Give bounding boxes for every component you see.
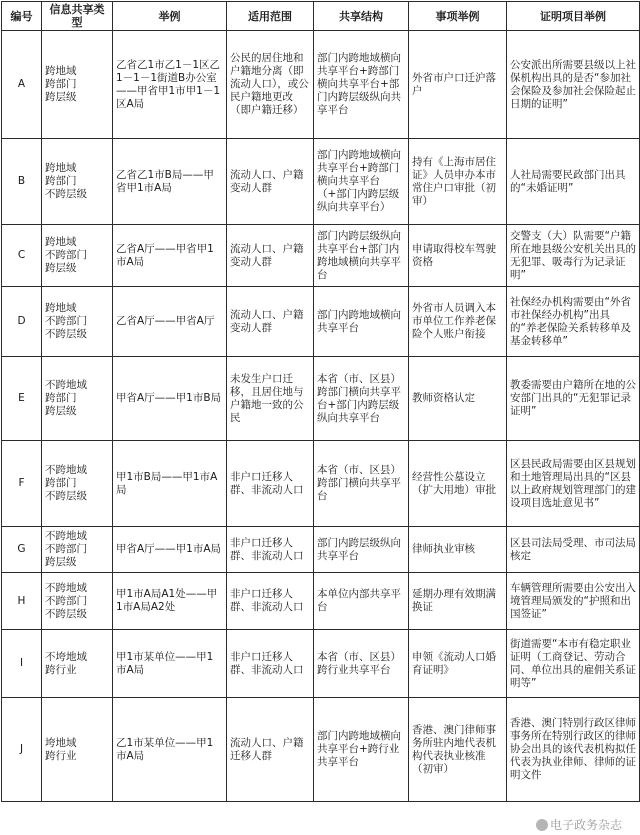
table-row [2, 225, 640, 287]
row-example [113, 357, 227, 441]
row-scope-text: 流动人口、户籍迁移人群 [230, 736, 304, 762]
table-row [2, 287, 640, 357]
table-row [2, 31, 640, 139]
row-example-text: 甲1市B局——甲1市A局 [116, 470, 218, 496]
row-scope [227, 357, 314, 441]
row-proof [507, 31, 640, 139]
row-type-text: 不跨地域 跨部门 不跨层级 [45, 464, 87, 502]
row-id-text: G [17, 543, 26, 555]
row-matter-text: 外省市户口迁沪落户 [412, 71, 496, 97]
header-id: 编号 [2, 2, 42, 31]
row-type [42, 31, 113, 139]
row-example-text: 甲1市某单位——甲1市A局 [116, 650, 214, 676]
row-matter [409, 698, 507, 802]
row-id-text: J [19, 743, 24, 755]
row-type-text: 不跨地域 不跨部门 不跨层级 [45, 581, 87, 620]
table-header-row [2, 2, 640, 31]
row-proof [507, 698, 640, 802]
row-structure [314, 441, 409, 527]
row-type [42, 527, 113, 573]
row-structure-text: 部门内跨地域横向共享平台+跨部门横向共享平台（+部门内跨层级纵向共享平台） [317, 149, 401, 213]
row-id [2, 441, 42, 527]
row-proof [507, 357, 640, 441]
row-type-text: 不跨地域 跨部门 跨层级 [45, 379, 87, 417]
row-example-text: 甲省A厅——甲1市B局 [116, 392, 222, 404]
row-scope-text: 非户口迁移人群、非流动人口 [230, 470, 304, 496]
row-example-text: 乙省A厅——甲省甲1市A局 [116, 242, 214, 268]
row-id [2, 225, 42, 287]
row-type-text: 跨地域 不跨部门 跨层级 [45, 236, 87, 274]
row-type [42, 441, 113, 527]
wechat-icon [536, 819, 548, 831]
row-example [113, 630, 227, 698]
row-proof-text: 教委需要由户籍所在地的公安部门出具的“无犯罪记录证明” [510, 379, 636, 417]
row-id-text: A [17, 78, 26, 90]
table-row [2, 573, 640, 630]
row-matter-text: 申领《流动人口婚育证明》 [412, 650, 496, 676]
row-scope [227, 630, 314, 698]
row-scope [227, 441, 314, 527]
row-structure-text: 本单位内部共享平台 [317, 588, 401, 613]
watermark: 电子政务杂志 [536, 816, 622, 833]
row-example-text: 甲省A厅——甲1市A局 [116, 543, 222, 555]
row-structure [314, 573, 409, 630]
table-row [2, 527, 640, 573]
row-id [2, 630, 42, 698]
row-structure [314, 630, 409, 698]
row-example [113, 31, 227, 139]
row-matter-text: 经营性公墓设立（扩大用地）审批 [412, 470, 496, 496]
row-scope [227, 225, 314, 287]
row-example [113, 441, 227, 527]
row-scope-text: 公民的居住地和户籍地分离（即流动人口），或公民户籍地更改（即户籍迁移） [230, 52, 309, 116]
row-matter-text: 申请取得校车驾驶资格 [412, 242, 496, 268]
row-matter [409, 527, 507, 573]
row-id-text: I [19, 657, 24, 669]
row-proof-text: 街道需要“本市有稳定职业证明（工商登记、劳动合同、单位出具的雇佣关系证明等” [510, 637, 636, 689]
row-structure-text: 本省（市、区县）跨部门横向共享平台+部门内跨层级纵向共享平台 [317, 372, 401, 424]
row-scope-text: 非户口迁移人群、非流动人口 [230, 536, 304, 562]
row-scope [227, 139, 314, 225]
row-proof [507, 630, 640, 698]
header-structure: 共享结构 [314, 2, 409, 31]
row-scope [227, 31, 314, 139]
row-proof [507, 139, 640, 225]
row-matter-text: 持有《上海市居住证》人员申办本市常住户口审批（初审） [412, 155, 496, 207]
header-scope: 适用范围 [227, 2, 314, 31]
row-matter-text: 律师执业审核 [412, 543, 475, 555]
row-proof [507, 225, 640, 287]
row-id [2, 31, 42, 139]
row-scope-text: 流动人口、户籍变动人群 [230, 168, 304, 194]
row-proof-text: 公安派出所需要县级以上社保机构出具的是否“参加社会保险及参加社会保险起止日期的证明” [510, 58, 636, 110]
row-scope [227, 287, 314, 357]
row-example-text: 乙省A厅——甲省A厅 [116, 315, 215, 327]
row-structure-text: 本省（市、区县）跨部门横向共享平台 [317, 464, 401, 502]
row-scope [227, 573, 314, 630]
row-proof [507, 441, 640, 527]
row-scope-text: 非户口迁移人群、非流动人口 [230, 650, 304, 676]
row-structure [314, 287, 409, 357]
row-structure-text: 本省（市、区县）跨行业共享平台 [317, 650, 401, 676]
table-row [2, 139, 640, 225]
row-matter [409, 357, 507, 441]
row-id [2, 573, 42, 630]
row-id-text: H [17, 594, 26, 607]
row-type-text: 跨地域 跨部门 跨层级 [45, 65, 77, 103]
row-type-text: 跨地域 跨部门 不跨层级 [45, 162, 87, 200]
row-structure [314, 698, 409, 802]
row-structure-text: 部门内跨地域横向共享平台+跨部门横向共享平台+部门内跨层级纵向共享平台 [317, 52, 401, 116]
row-id-text: B [17, 175, 26, 187]
header-proof: 证明项目举例 [507, 2, 640, 31]
row-structure [314, 357, 409, 441]
row-type-text: 跨地域 不跨部门 不跨层级 [45, 302, 87, 340]
row-structure [314, 31, 409, 139]
row-structure-text: 部门内跨地域横向共享平台 [317, 308, 401, 334]
row-example-text: 甲1市A局A1处——甲1市A局A2处 [116, 588, 218, 613]
row-scope-text: 未发生户口迁移，且居住地与户籍地一致的公民 [230, 372, 304, 424]
row-id-text: E [18, 392, 25, 404]
row-proof-text: 人社局需要民政部门出具的“未婚证明” [510, 168, 626, 194]
row-proof-text: 区县司法局受理、市司法局核定 [510, 536, 636, 562]
row-id [2, 287, 42, 357]
row-matter-text: 延期办理有效期满换证 [412, 588, 496, 613]
row-type [42, 139, 113, 225]
row-matter [409, 139, 507, 225]
row-proof-text: 社保经办机构需要由“外省市社保经办机构”出具的“养老保险关系转移单及基金转移单” [510, 295, 631, 347]
row-proof [507, 287, 640, 357]
row-proof-text: 交警支（大）队需要“户籍所在地县级公安机关出具的无犯罪、吸毒行为记录证明” [510, 229, 636, 281]
row-id [2, 527, 42, 573]
row-example [113, 225, 227, 287]
row-example-text: 乙1市某单位——甲1市A局 [116, 736, 214, 762]
table-row [2, 357, 640, 441]
row-matter-text: 外省市人员调入本市单位工作养老保险个人账户衔接 [412, 302, 496, 340]
row-type-text: 不跨地域 不跨部门 跨层级 [45, 530, 87, 568]
row-scope-text: 流动人口、户籍变动人群 [230, 242, 304, 268]
table-row [2, 441, 640, 527]
row-example-text: 乙省乙1市B局——甲省甲1市A局 [116, 168, 214, 194]
header-type: 信息共享类型 [42, 2, 113, 31]
row-proof [507, 573, 640, 630]
row-matter-text: 香港、澳门律师事务所驻内地代表机构代表执业核准（初审） [412, 723, 496, 775]
row-proof-text: 车辆管理所需要由公安出入境管理局颁发的“护照和出国签证” [510, 581, 636, 620]
row-id-text: F [18, 477, 25, 489]
info-sharing-table [1, 1, 640, 802]
row-type [42, 698, 113, 802]
row-id-text: D [17, 315, 26, 327]
row-proof-text: 香港、澳门特别行政区律师事务所在特别行政区的律师协会出具的该代表机构拟任代表为执业律师、律师的证明文件 [510, 717, 636, 781]
row-scope [227, 698, 314, 802]
row-structure-text: 部门内跨层级纵向共享平台 [317, 536, 401, 562]
row-type [42, 287, 113, 357]
row-type-text: 不垮地域 跨行业 [45, 650, 87, 676]
row-structure-text: 部门内跨层级纵向共享平台+部门内跨地域横向共享平台 [317, 229, 401, 281]
row-structure-text: 部门内跨地域横向共享平台+跨行业共享平台 [317, 730, 401, 768]
row-example [113, 573, 227, 630]
row-matter [409, 441, 507, 527]
row-id-text: C [17, 249, 26, 261]
row-example [113, 527, 227, 573]
row-example [113, 698, 227, 802]
header-example: 举例 [113, 2, 227, 31]
row-type-text: 垮地域 跨行业 [45, 736, 77, 762]
row-matter [409, 225, 507, 287]
row-example [113, 287, 227, 357]
row-matter-text: 教师资格认定 [412, 392, 475, 404]
row-scope-text: 非户口迁移人群、非流动人口 [230, 588, 304, 613]
table-row [2, 630, 640, 698]
row-structure [314, 225, 409, 287]
row-type [42, 357, 113, 441]
table-row [2, 698, 640, 802]
row-scope [227, 527, 314, 573]
row-type [42, 573, 113, 630]
row-type [42, 630, 113, 698]
row-matter [409, 287, 507, 357]
row-structure [314, 139, 409, 225]
row-matter [409, 31, 507, 139]
row-matter [409, 573, 507, 630]
header-matter: 事项举例 [409, 2, 507, 31]
row-type [42, 225, 113, 287]
row-id [2, 357, 42, 441]
row-proof [507, 527, 640, 573]
row-example [113, 139, 227, 225]
row-structure [314, 527, 409, 573]
row-id [2, 139, 42, 225]
row-example-text: 乙省乙1市乙1－1区乙1－1－1街道B办公室——甲省甲1市甲1－1区A局 [116, 58, 221, 110]
row-matter [409, 630, 507, 698]
row-proof-text: 区县民政局需要由区县规划和土地管理局出具的“区县以上政府规划管理部门的建设项目选址意见书” [510, 457, 636, 509]
row-scope-text: 流动人口、户籍变动人群 [230, 308, 304, 334]
row-id [2, 698, 42, 802]
